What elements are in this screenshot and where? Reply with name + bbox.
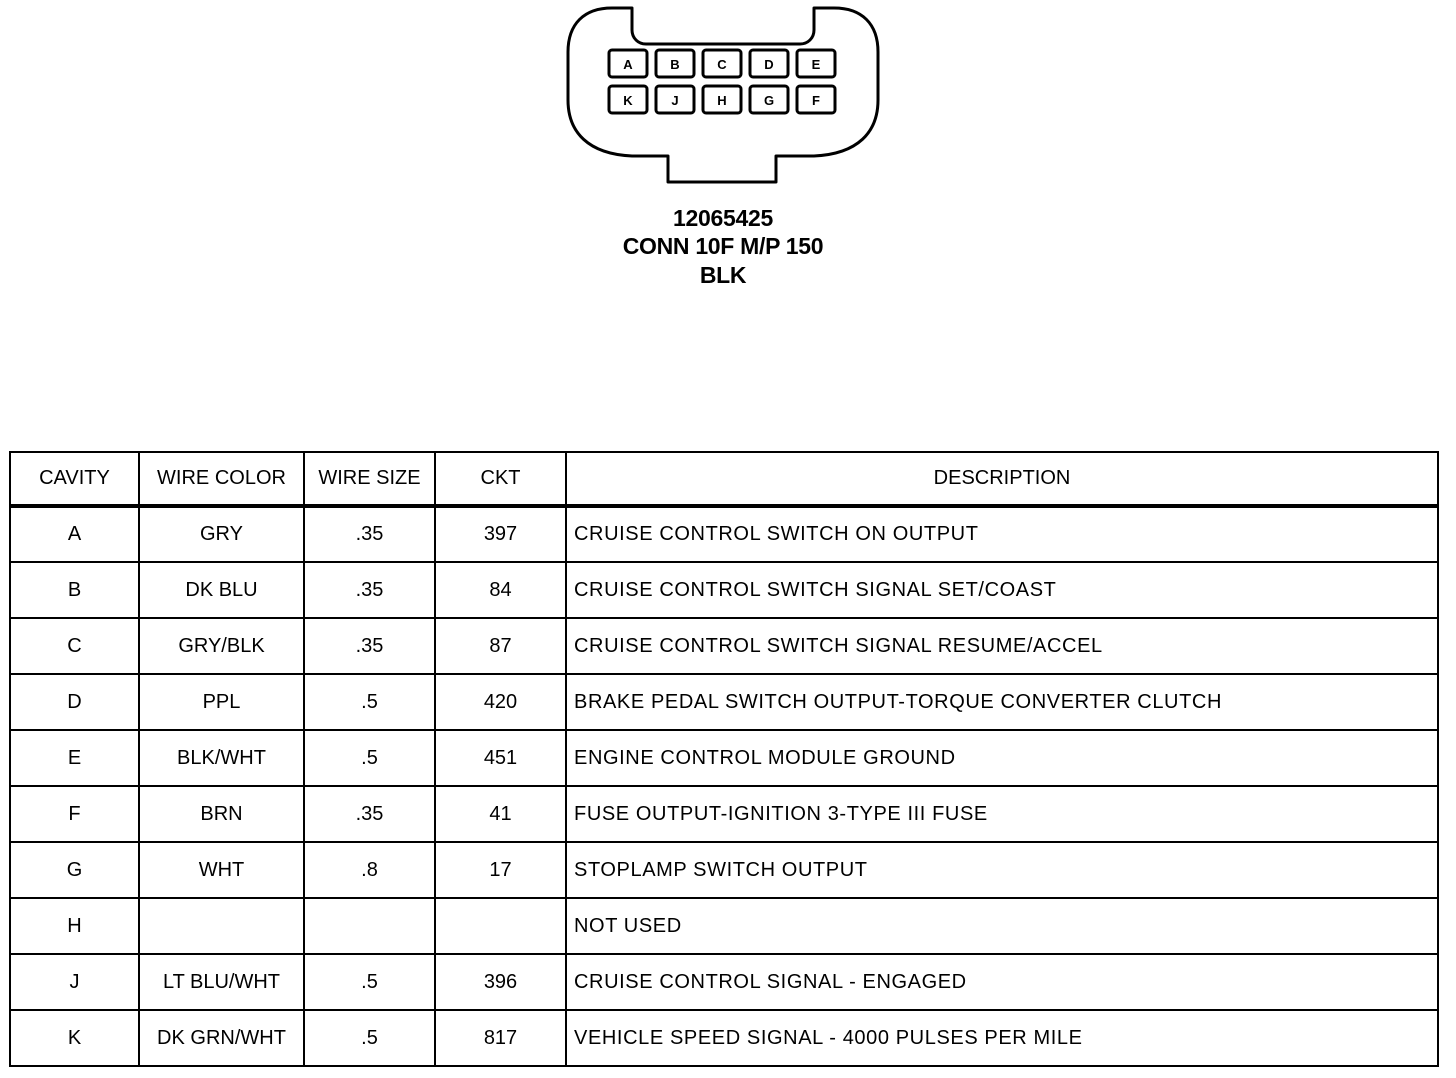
cell-cavity: E: [10, 730, 139, 786]
cell-wire-color: BRN: [139, 786, 304, 842]
pin-row-bottom: [609, 86, 835, 113]
pin-label-g: G: [763, 93, 775, 108]
header-wire-size: WIRE SIZE: [304, 452, 435, 506]
cell-ckt: 84: [435, 562, 566, 618]
cell-description: BRAKE PEDAL SWITCH OUTPUT-TORQUE CONVERTER CLUTCH: [566, 674, 1438, 730]
cell-cavity: C: [10, 618, 139, 674]
table-row: [10, 954, 1438, 1010]
cell-wire-color: GRY/BLK: [139, 618, 304, 674]
cell-description: VEHICLE SPEED SIGNAL - 4000 PULSES PER MILE: [566, 1010, 1438, 1066]
cell-cavity: H: [10, 898, 139, 954]
pin-label-d: D: [764, 57, 774, 72]
cell-description: CRUISE CONTROL SWITCH ON OUTPUT: [566, 506, 1438, 562]
connector-color: BLK: [699, 262, 747, 288]
pin-label-c: C: [717, 57, 727, 72]
cell-wire-size: .8: [304, 842, 435, 898]
pin-label-f: F: [812, 93, 820, 108]
cell-ckt: 87: [435, 618, 566, 674]
cell-cavity: J: [10, 954, 139, 1010]
cell-ckt: 451: [435, 730, 566, 786]
cell-description: ENGINE CONTROL MODULE GROUND: [566, 730, 1438, 786]
cell-cavity: A: [10, 506, 139, 562]
table-row: [10, 730, 1438, 786]
pin-label-j: J: [671, 93, 679, 108]
cell-wire-color: DK GRN/WHT: [139, 1010, 304, 1066]
cell-description: STOPLAMP SWITCH OUTPUT: [566, 842, 1438, 898]
cell-wire-color: WHT: [139, 842, 304, 898]
table-row: [10, 786, 1438, 842]
pin-label-h: H: [717, 93, 727, 108]
cell-wire-color: [139, 898, 304, 954]
header-cavity: CAVITY: [10, 452, 139, 506]
pinout-table-body: [10, 506, 1438, 1066]
cell-wire-size: .35: [304, 618, 435, 674]
cell-description: NOT USED: [566, 898, 1438, 954]
pinout-table: [9, 451, 1439, 1067]
table-row: [10, 1010, 1438, 1066]
cell-description: FUSE OUTPUT-IGNITION 3-TYPE III FUSE: [566, 786, 1438, 842]
cell-wire-size: .35: [304, 786, 435, 842]
cell-wire-size: .35: [304, 562, 435, 618]
cell-wire-color: LT BLU/WHT: [139, 954, 304, 1010]
table-row: [10, 898, 1438, 954]
pin-label-a: A: [623, 57, 633, 72]
part-number: 12065425: [673, 205, 773, 231]
cell-ckt: 41: [435, 786, 566, 842]
cell-cavity: B: [10, 562, 139, 618]
connector-face-diagram: [0, 0, 1456, 200]
pin-label-e: E: [811, 57, 821, 72]
connector-name: CONN 10F M/P 150: [622, 233, 824, 259]
table-row: [10, 562, 1438, 618]
cell-wire-color: PPL: [139, 674, 304, 730]
pin-row-top: [609, 50, 835, 77]
cell-cavity: G: [10, 842, 139, 898]
cell-wire-size: .35: [304, 506, 435, 562]
cell-cavity: F: [10, 786, 139, 842]
table-row: [10, 674, 1438, 730]
cell-wire-color: BLK/WHT: [139, 730, 304, 786]
cell-wire-size: .5: [304, 674, 435, 730]
cell-wire-size: .5: [304, 730, 435, 786]
cell-ckt: 17: [435, 842, 566, 898]
cell-description: CRUISE CONTROL SWITCH SIGNAL RESUME/ACCEL: [566, 618, 1438, 674]
cell-cavity: K: [10, 1010, 139, 1066]
cell-wire-size: [304, 898, 435, 954]
cell-ckt: 396: [435, 954, 566, 1010]
cell-ckt: [435, 898, 566, 954]
cell-wire-size: .5: [304, 1010, 435, 1066]
cell-description: CRUISE CONTROL SWITCH SIGNAL SET/COAST: [566, 562, 1438, 618]
table-header-row: [10, 452, 1438, 506]
table-row: [10, 618, 1438, 674]
table-row: [10, 842, 1438, 898]
cell-cavity: D: [10, 674, 139, 730]
cell-wire-color: DK BLU: [139, 562, 304, 618]
header-wire-color: WIRE COLOR: [139, 452, 304, 506]
pin-label-k: K: [623, 93, 633, 108]
cell-description: CRUISE CONTROL SIGNAL - ENGAGED: [566, 954, 1438, 1010]
header-description: DESCRIPTION: [566, 452, 1438, 506]
pin-label-b: B: [670, 57, 680, 72]
table-row: [10, 506, 1438, 562]
header-ckt: CKT: [435, 452, 566, 506]
cell-ckt: 420: [435, 674, 566, 730]
cell-wire-color: GRY: [139, 506, 304, 562]
cell-wire-size: .5: [304, 954, 435, 1010]
cell-ckt: 817: [435, 1010, 566, 1066]
cell-ckt: 397: [435, 506, 566, 562]
